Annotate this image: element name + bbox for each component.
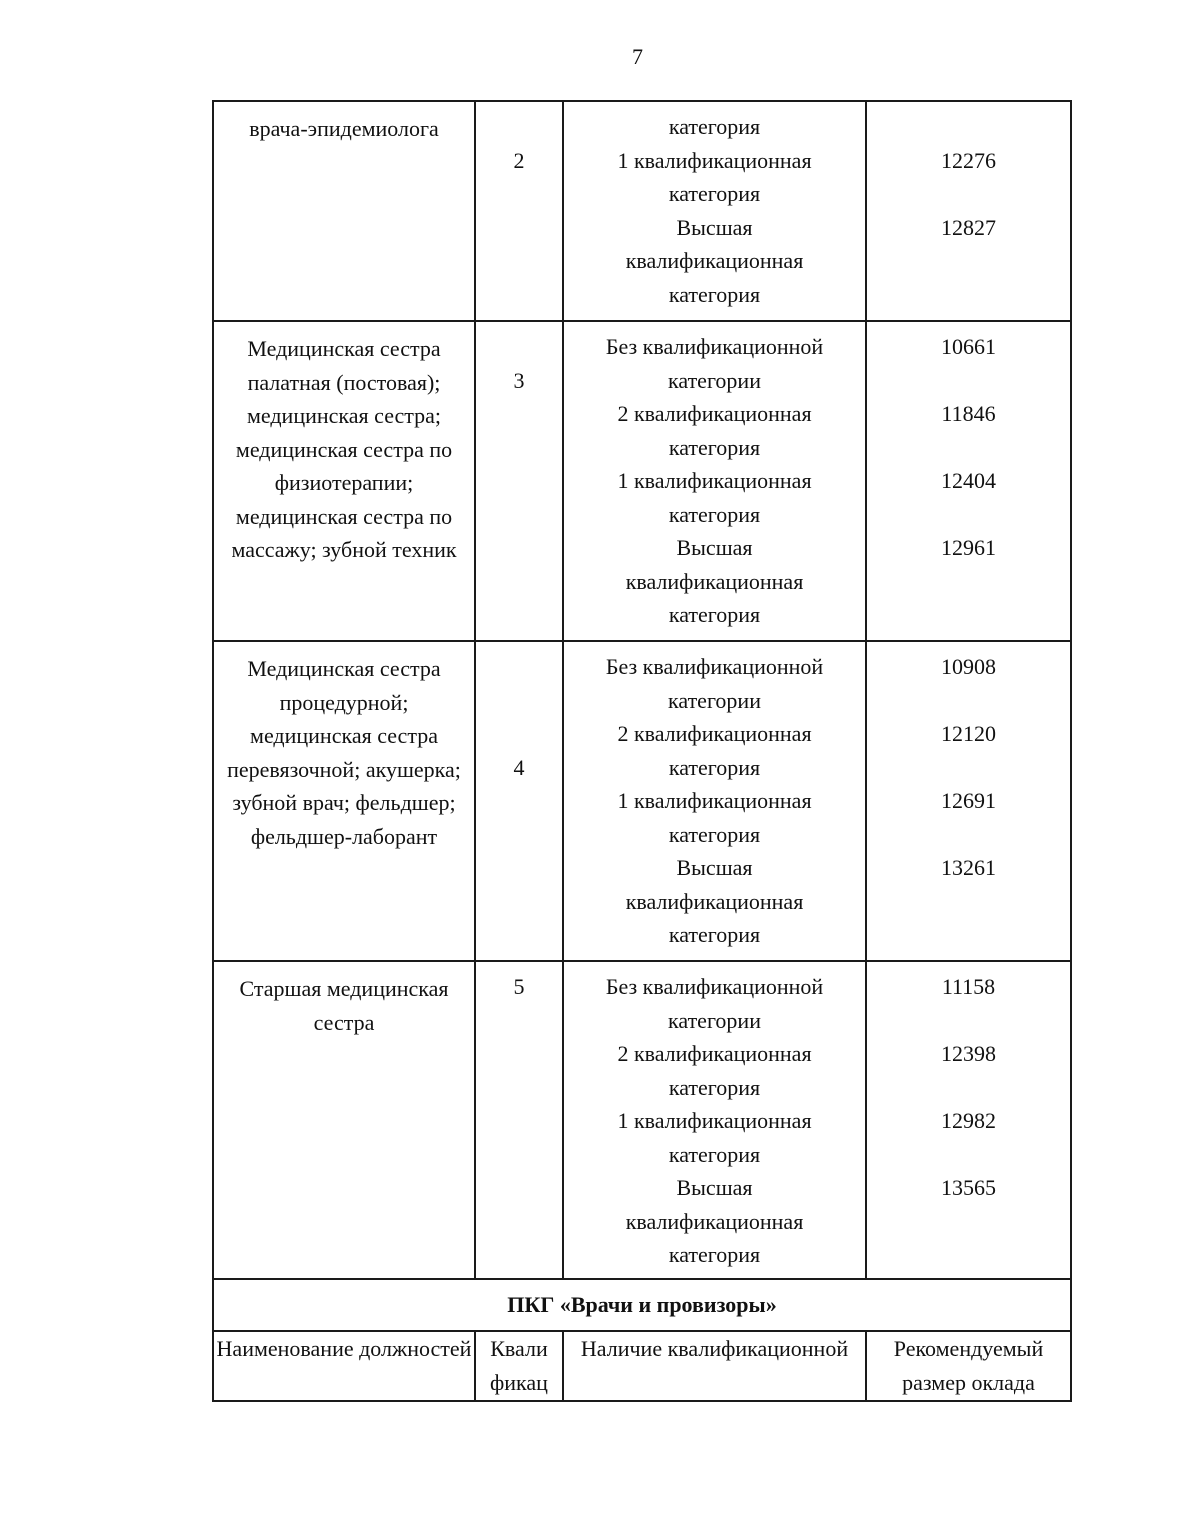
salary-value: 11158 <box>941 974 996 999</box>
salary-value: 10661 <box>941 334 996 359</box>
salary-value: 12120 <box>941 721 996 746</box>
salary-value: 12398 <box>941 1041 996 1066</box>
position-name: Медицинская сестра палатная (постовая); медицинская сестра; медицинская сестра по физиотерапии; медицинская сестра по массажу; зубной техник <box>231 336 457 562</box>
category-line: Высшая <box>676 214 753 240</box>
qualification-level: 4 <box>513 754 525 780</box>
position-name-cell <box>213 641 475 961</box>
header-category: Наличие квалификационной <box>563 1331 866 1401</box>
position-name-cell <box>213 101 475 321</box>
position-name: Медицинская сестра процедурной; медицинская сестра перевязочной; акушерка; зубной врач; фельдшер; фельдшер-лаборант <box>227 656 461 849</box>
salary-table <box>212 100 1072 1402</box>
qualification-level-cell <box>475 101 563 321</box>
category-line: категория <box>668 1074 761 1100</box>
category-line: категория <box>668 1242 761 1267</box>
category-line: категории <box>668 1007 761 1033</box>
category-line: категория <box>668 114 761 139</box>
qualification-level-cell <box>475 961 563 1279</box>
category-line: 1 квалификационная <box>617 147 812 173</box>
salary-value: 12404 <box>941 468 996 493</box>
category-line: категория <box>668 754 761 780</box>
position-name-cell <box>213 321 475 641</box>
table-row <box>213 321 1071 641</box>
category-line: категория <box>668 434 761 460</box>
category-line: 2 квалификационная <box>617 1041 812 1066</box>
position-name-cell <box>213 961 475 1279</box>
header-row <box>213 1331 1071 1401</box>
group-title-row <box>213 1279 1071 1331</box>
salary-value: 12982 <box>941 1108 996 1133</box>
salary-cell <box>866 641 1071 961</box>
table-row <box>213 961 1071 1279</box>
category-line: 2 квалификационная <box>617 401 812 426</box>
category-line: квалификационная <box>625 888 804 914</box>
table-row <box>213 101 1071 321</box>
qualification-level: 2 <box>513 147 525 173</box>
salary-value: 12276 <box>941 147 996 173</box>
salary-value: 11846 <box>941 401 996 426</box>
table-row <box>213 641 1071 961</box>
category-line: квалификационная <box>625 248 804 273</box>
category-line: квалификационная <box>625 1208 804 1234</box>
category-line: 2 квалификационная <box>617 721 812 746</box>
category-line: категория <box>668 1141 761 1167</box>
category-line: категория <box>668 821 761 847</box>
category-cell <box>563 321 866 641</box>
salary-value: 10908 <box>941 654 996 679</box>
salary-value: 13261 <box>941 855 996 880</box>
category-line: категории <box>668 367 761 393</box>
category-line: Высшая <box>676 1175 753 1200</box>
header-salary: Рекомендуемый размер оклада <box>866 1331 1071 1401</box>
salary-cell <box>866 961 1071 1279</box>
category-line: категория <box>668 181 761 206</box>
salary-cell <box>866 101 1071 321</box>
salary-value: 13565 <box>941 1175 996 1200</box>
category-line: Высшая <box>676 535 753 560</box>
qualification-level: 5 <box>513 974 525 999</box>
salary-value: 12691 <box>941 788 996 813</box>
header-position-name: Наименование должностей <box>213 1331 475 1401</box>
category-line: категория <box>668 602 761 627</box>
category-cell <box>563 961 866 1279</box>
group-title: ПКГ «Врачи и провизоры» <box>213 1279 1071 1331</box>
category-line: категория <box>668 501 761 527</box>
category-line: категория <box>668 922 761 947</box>
category-cell <box>563 641 866 961</box>
salary-cell <box>866 321 1071 641</box>
page-number: 7 <box>632 44 643 69</box>
category-cell <box>563 101 866 321</box>
category-line: категории <box>668 687 761 713</box>
category-line: 1 квалификационная <box>617 1108 812 1133</box>
category-line: категория <box>668 281 761 307</box>
position-name: врача-эпидемиолога <box>249 116 439 141</box>
qualification-level-cell <box>475 641 563 961</box>
category-line: 1 квалификационная <box>617 468 812 493</box>
qualification-level: 3 <box>513 367 525 393</box>
category-line: Без квалификационной <box>605 654 824 679</box>
category-line: квалификационная <box>625 568 804 594</box>
qualification-level-cell <box>475 321 563 641</box>
salary-value: 12827 <box>941 214 996 240</box>
category-line: Без квалификационной <box>605 974 824 999</box>
header-qualification-level: Квали фикац <box>475 1331 563 1401</box>
category-line: Без квалификационной <box>605 334 824 359</box>
salary-value: 12961 <box>941 535 996 560</box>
category-line: Высшая <box>676 855 753 880</box>
position-name: Старшая медицинская сестра <box>239 976 449 1035</box>
category-line: 1 квалификационная <box>617 788 812 813</box>
